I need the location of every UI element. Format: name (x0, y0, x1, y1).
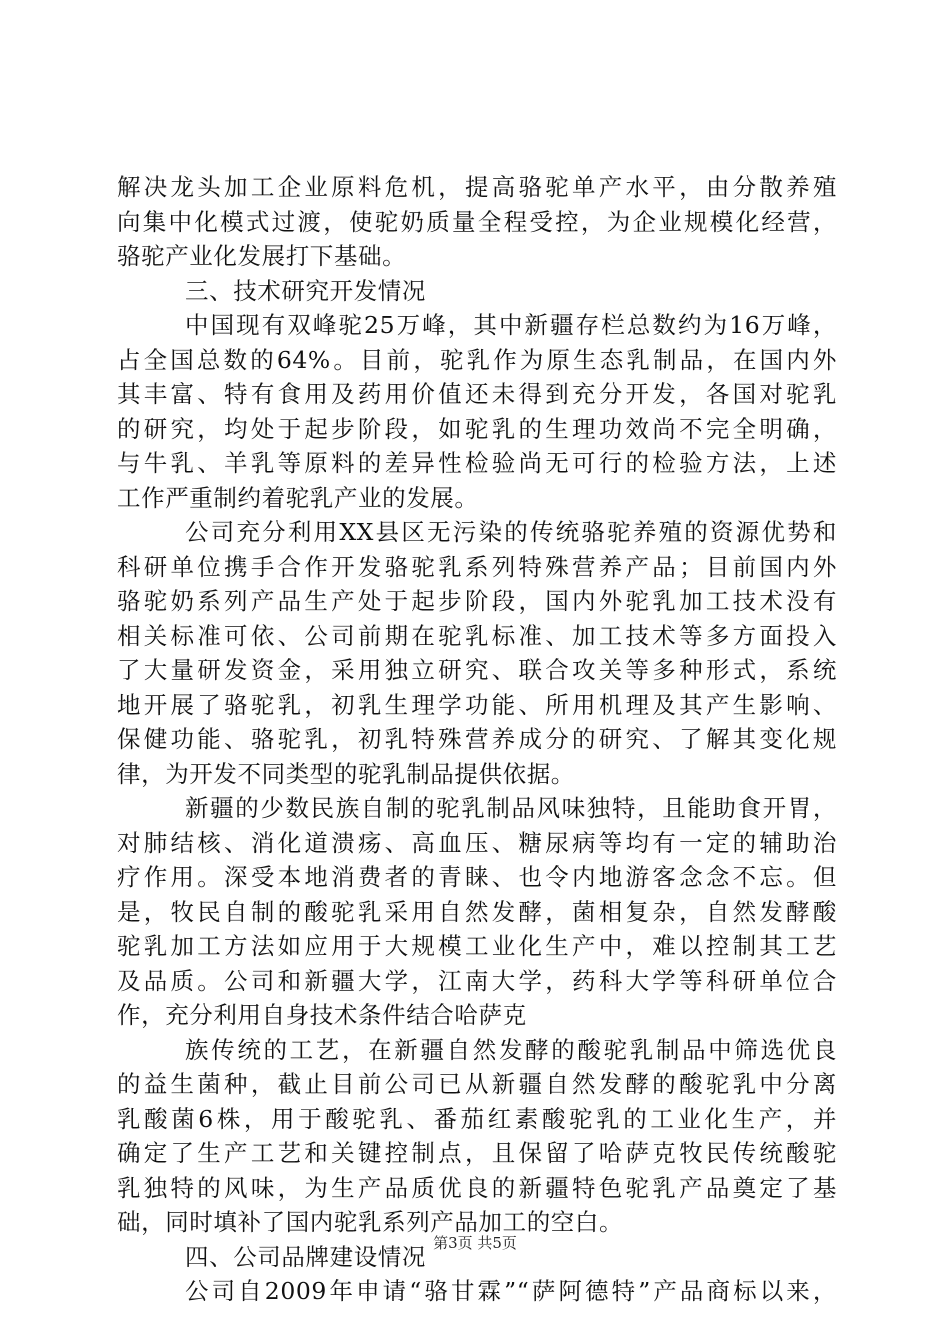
text-line: 骆驼奶系列产品生产处于起步阶段，国内外驼乳加工技术没有 (117, 587, 837, 615)
section-heading: 四、公司品牌建设情况 (185, 1242, 426, 1271)
text-line: 占全国总数的64%。目前，驼乳作为原生态乳制品，在国内外 (117, 345, 837, 374)
text-line: 对肺结核、消化道溃疡、高血压、糖尿病等均有一定的辅助治 (117, 828, 837, 857)
text-line: 工作严重制约着驼乳产业的发展。 (117, 483, 479, 512)
text-line: 其丰富、特有食用及药用价值还未得到充分开发，各国对驼乳 (117, 380, 837, 408)
text-line: 及品质。公司和新疆大学，江南大学，药科大学等科研单位合 (117, 966, 837, 995)
text-line: 保健功能、骆驼乳，初乳特殊营养成分的研究、了解其变化规 (117, 725, 837, 753)
text-line: 地开展了骆驼乳，初乳生理学功能、所用机理及其产生影响、 (117, 690, 837, 719)
text-line: 相关标准可依、公司前期在驼乳标准、加工技术等多方面投入 (117, 621, 837, 650)
text-line: 族传统的工艺，在新疆自然发酵的酸驼乳制品中筛选优良 (185, 1035, 837, 1064)
text-line: 公司自2009年申请“骆甘霖”“萨阿德特”产品商标以来， (185, 1277, 837, 1305)
document-body (117, 170, 837, 1309)
section-heading: 三、技术研究开发情况 (185, 276, 426, 305)
text-line: 疗作用。深受本地消费者的青睐、也令内地游客念念不忘。但 (117, 863, 837, 891)
text-line: 解决龙头加工企业原料危机，提高骆驼单产水平，由分散养殖 (117, 173, 837, 201)
text-line: 骆驼产业化发展打下基础。 (117, 242, 407, 270)
text-line: 驼乳加工方法如应用于大规模工业化生产中，难以控制其工艺 (117, 932, 837, 960)
text-line: 向集中化模式过渡，使驼奶质量全程受控，为企业规模化经营， (117, 207, 837, 236)
text-line: 确定了生产工艺和关键控制点，且保留了哈萨克牧民传统酸驼 (117, 1139, 837, 1167)
text-line: 乳独特的风味，为生产品质优良的新疆特色驼乳产品奠定了基 (117, 1173, 837, 1202)
text-line: 础，同时填补了国内驼乳系列产品加工的空白。 (117, 1208, 624, 1236)
text-line: 中国现有双峰驼25万峰，其中新疆存栏总数约为16万峰， (185, 311, 837, 339)
text-line: 科研单位携手合作开发骆驼乳系列特殊营养产品；目前国内外 (117, 552, 837, 581)
text-line: 新疆的少数民族自制的驼乳制品风味独特，且能助食开胃， (185, 794, 837, 822)
text-line: 与牛乳、羊乳等原料的差异性检验尚无可行的检验方法，上述 (117, 449, 837, 477)
text-line: 的研究，均处于起步阶段，如驼乳的生理功效尚不完全明确， (117, 414, 837, 443)
page-number-footer: 第3页 共5页 (433, 1234, 517, 1252)
text-line: 了大量研发资金，采用独立研究、联合攻关等多种形式，系统 (117, 656, 837, 684)
text-line: 是，牧民自制的酸驼乳采用自然发酵，菌相复杂，自然发酵酸 (117, 897, 837, 926)
text-line: 乳酸菌6株，用于酸驼乳、番茄红素酸驼乳的工业化生产，并 (117, 1104, 837, 1133)
text-line: 的益生菌种，截止目前公司已从新疆自然发酵的酸驼乳中分离 (117, 1070, 837, 1098)
text-line: 作，充分利用自身技术条件结合哈萨克 (117, 1001, 527, 1029)
text-line: 律，为开发不同类型的驼乳制品提供依据。 (117, 759, 575, 788)
text-line: 公司充分利用XX县区无污染的传统骆驼养殖的资源优势和 (185, 518, 837, 546)
